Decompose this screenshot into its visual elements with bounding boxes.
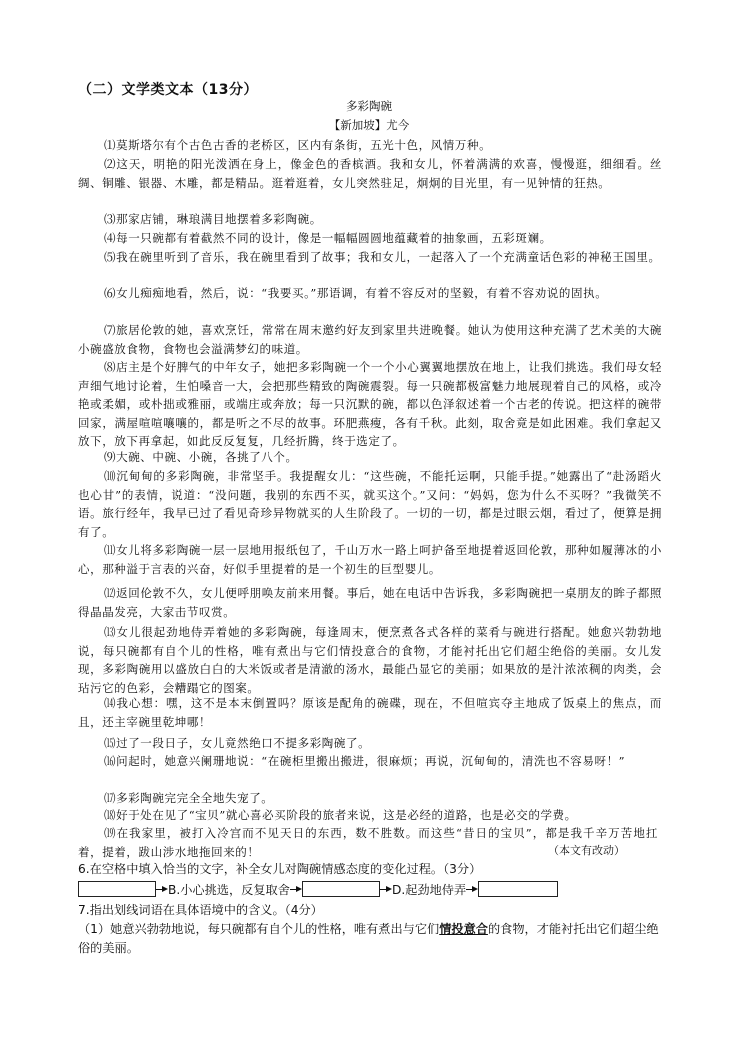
paragraph-14: ⒁我心想：嘿，这不是本末倒置吗？原该是配角的碗碟，现在，不但喧宾夺主地成了饭桌上的焦点，而且，还主宰碗里乾坤哪！ bbox=[78, 696, 662, 729]
paragraph-7: ⑺旅居伦敦的她，喜欢烹饪，常常在周末邀约好友到家里共进晚餐。她认为使用这种充满了艺术美的大碗小碗盛放食物，食物也会溢满梦幻的味道。 bbox=[78, 323, 662, 356]
article-title: 多彩陶碗 bbox=[346, 99, 392, 113]
paragraph-1: ⑴莫斯塔尔有个古色古香的老桥区，区内有条街，五光十色，风情万种。 bbox=[104, 138, 492, 152]
paragraph-18: ⒅好于处在见了“宝贝”就心喜必买阶段的旅者来说，这是必经的道路，也是必交的学费。 bbox=[104, 808, 577, 822]
question-6-prompt: 6.在空格中填入恰当的文字，补全女儿对陶碗情感态度的变化过程。（3分） bbox=[78, 862, 482, 876]
arrow-right-icon bbox=[156, 882, 168, 896]
paragraph-3: ⑶那家店铺，琳琅满目地摆着多彩陶碗。 bbox=[104, 212, 322, 226]
paragraph-9: ⑼大碗、中碗、小碗，各挑了八个。 bbox=[104, 450, 298, 464]
arrow-right-icon bbox=[380, 882, 392, 896]
answer-blank-a[interactable] bbox=[78, 881, 156, 897]
sub-1-text-after: 的食物，才能衬托出它们超尘绝俗的美丽。 bbox=[78, 922, 659, 955]
arrow-right-icon bbox=[466, 882, 478, 896]
paragraph-4: ⑷每一只碗都有着截然不同的设计，像是一幅幅圆圆地蕴藏着的抽象画，五彩斑斓。 bbox=[104, 231, 552, 245]
paragraph-16: ⒃问起时，她意兴阑珊地说：“在碗柜里搬出搬进，很麻烦；再说，沉甸甸的，清洗也不容易呀！” bbox=[104, 754, 626, 768]
paragraph-11: ⑾女儿将多彩陶碗一层一层地用报纸包了，千山万水一路上呵护备至地提着返回伦敦，那种如履薄冰的小心，那种溢于言表的兴奋，好似手里提着的是一个初生的巨型婴儿。 bbox=[78, 543, 662, 576]
question-6-answer-chain bbox=[78, 880, 558, 898]
answer-blank-c[interactable] bbox=[302, 881, 380, 897]
sub-1-text-before: （1）她意兴勃勃地说，每只碗都有自个儿的性格，唯有煮出与它们 bbox=[78, 922, 440, 936]
paragraph-10: ⑽沉甸甸的多彩陶碗，非常坚手。我提醒女儿：“这些碗，不能托运啊，只能手提。”她露出了“赴汤蹈火也心甘”的表情，说道：“没问题，我别的东西不买，就买这个。”又问：“妈妈，您为什么不买呀？”我微笑不语。旅行经年，我早已过了看见奇珍异物就买的人生阶段了。一切的一切，都是过眼云烟，看过了，便算是拥有了。 bbox=[78, 469, 662, 539]
paragraph-19: ⒆在我家里，被打入冷宫而不见天日的东西，数不胜数。而这些“昔日的宝贝”，都是我千辛万苦地扛着，提着，跋山涉水地拖回来的！ bbox=[78, 826, 658, 859]
paragraph-15: ⒂过了一段日子，女儿竟然绝口不提多彩陶碗了。 bbox=[104, 736, 371, 750]
underlined-term: 情投意合 bbox=[439, 922, 488, 936]
section-title: （二）文学类文本（13分） bbox=[78, 82, 258, 98]
edit-note: （本文有改动） bbox=[548, 844, 625, 857]
question-7-prompt: 7.指出划线词语在具体语境中的含义。（4分） bbox=[78, 903, 323, 917]
step-b-label: B.小心挑选，反复取舍 bbox=[168, 882, 290, 897]
paragraph-13: ⒀女儿很起劲地侍弄着她的多彩陶碗，每逢周末，便烹煮各式各样的菜肴与碗进行搭配。她愈兴勃勃地说，每只碗都有自个儿的性格，唯有煮出与它们情投意合的食物，才能衬托出它们超尘绝俗的美丽。女儿发现，多彩陶碗用以盛放白白的大米饭或者是清澈的汤水，最能凸显它的美丽；如果放的是汁浓浓稠的肉类，会玷污它的色彩，会糟蹋它的图案。 bbox=[78, 625, 662, 695]
question-7-sub-1 bbox=[78, 920, 668, 958]
paragraph-2: ⑵这天，明艳的阳光泼洒在身上，像金色的香槟酒。我和女儿，怀着满满的欢喜，慢慢逛，细细看。丝绸、铜雕、银器、木雕，都是精品。逛着逛着，女儿突然驻足，炯炯的目光里，有一见钟情的狂热。 bbox=[78, 157, 662, 190]
answer-blank-e[interactable] bbox=[478, 881, 558, 897]
paragraph-5: ⑸我在碗里听到了音乐，我在碗里看到了故事；我和女儿，一起落入了一个充满童话色彩的神秘王国里。 bbox=[104, 250, 661, 264]
arrow-right-icon bbox=[290, 882, 302, 896]
paragraph-6: ⑹女儿痴痴地看，然后，说：“我要买。”那语调，有着不容反对的坚毅，有着不容劝说的固执。 bbox=[104, 286, 608, 300]
paragraph-12: ⑿返回伦敦不久，女儿便呼朋唤友前来用餐。事后，她在电话中告诉我，多彩陶碗把一桌朋友的眸子都照得晶晶发亮，大家击节叹赏。 bbox=[78, 586, 662, 619]
step-d-label: D.起劲地侍弄 bbox=[391, 882, 467, 897]
paragraph-17: ⒄多彩陶碗完完全全地失宠了。 bbox=[104, 791, 274, 805]
paragraph-8: ⑻店主是个好脾气的中年女子，她把多彩陶碗一个一个小心翼翼地摆放在地上，让我们挑选。我们母女轻声细气地讨论着，生怕嗓音一大，会把那些精致的陶碗震裂。每一只碗都极富魅力地展现着自己的风格，或冷艳或柔媚，或朴拙或雅丽，或端庄或奔放；每一只沉默的碗，都以色泽叙述着一个古老的传说。把这样的碗带回家，满屋喧喧嚷嚷的，都是听之不尽的故事。环肥燕瘦，各有千秋。此刻，取舍竟是如此困难。我们拿起又放下，放下再拿起，如此反反复复，几经折腾，终于选定了。 bbox=[78, 360, 662, 448]
article-author: 【新加坡】尤今 bbox=[328, 118, 410, 132]
